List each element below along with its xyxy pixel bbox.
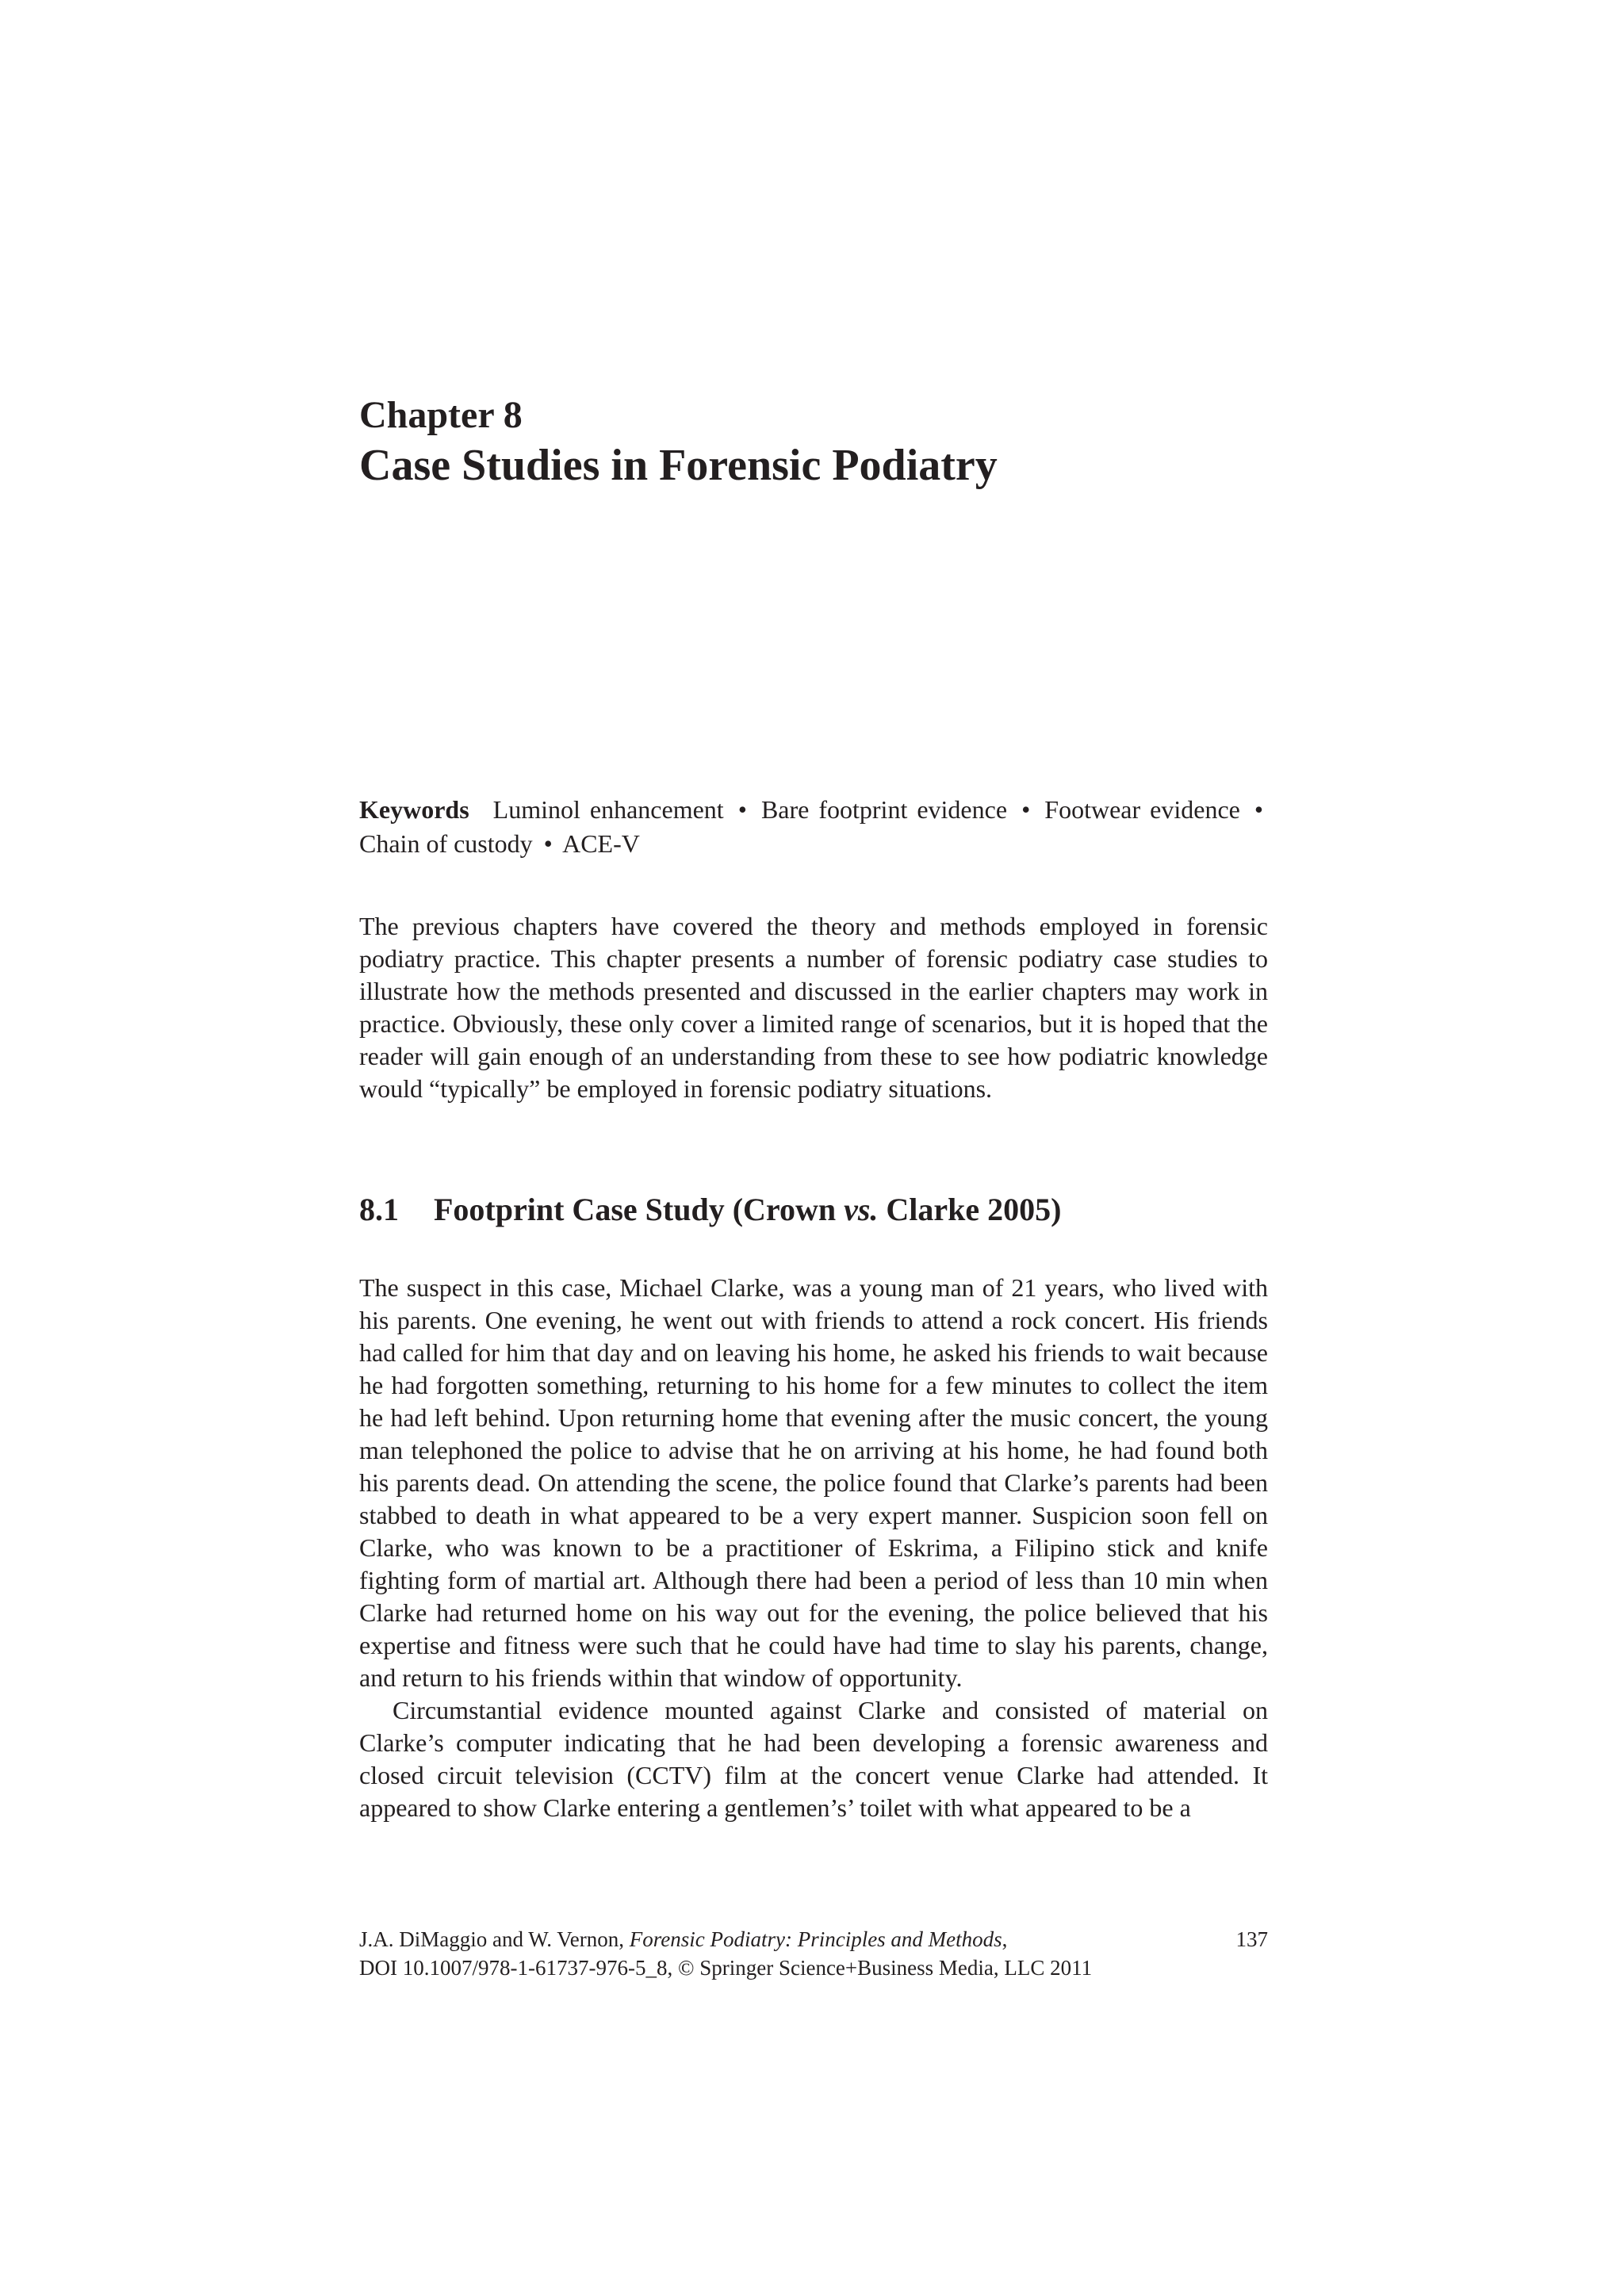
keyword-item: Chain of custody [359, 829, 533, 858]
keyword-item: Bare footprint evidence [760, 795, 1008, 824]
citation-authors: J.A. DiMaggio and W. Vernon, [359, 1927, 630, 1951]
keyword-item: ACE-V [562, 829, 640, 858]
citation-book-title: Forensic Podiatry: Principles and Methods [629, 1927, 1002, 1951]
body-paragraph: Circumstantial evidence mounted against Clarke and consisted of material on Clarke’s computer indicating that he had been developing a forensic awareness and closed circuit television (CCTV) film at the concert venue Clarke had attended. It appeared to show Clarke entering a gentlemen’s’ toilet with what appeared to be a [359, 1696, 1268, 1822]
keyword-separator: • [1254, 795, 1264, 824]
page-number: 137 [1235, 1927, 1268, 1951]
keyword-separator: • [737, 795, 747, 824]
intro-paragraph: The previous chapters have covered the theory and methods employed in forensic podiatry practice. This chapter presents a number of forensic podiatry case studies to illustrate how the methods presented and discussed in the earlier chapters may work in practice. Obviously, these only cover a limited range of scenarios, but it is hoped that the reader will gain enough of an understanding from these to see how podiatric knowledge would “typically” be employed in forensic podiatry situations. [359, 912, 1268, 1103]
section-title-part: Clarke 2005) [878, 1192, 1062, 1227]
body-paragraph: The suspect in this case, Michael Clarke, was a young man of 21 years, who lived with his parents. One evening, he went out with friends to attend a rock concert. His friends had called for him that day and on leaving his home, he asked his friends to wait because he had forgotten something, returning to his home for a few minutes to collect the item he had left behind. Upon returning home that evening after the music concert, the young man telephoned the police to advise that he on arriving at his home, he had found both his parents dead. On attending the scene, the police found that Clarke’s parents had been stabbed to death in what appeared to be a very expert manner. Suspicion soon fell on Clarke, who was known to be a practitioner of Eskrima, a Filipino stick and knife fighting form of martial art. Although there had been a period of less than 10 min when Clarke had returned home on his way out for the evening, the police believed that his expertise and fitness were such that he could have had time to slay his parents, change, and return to his friends within that window of opportunity. [359, 1273, 1268, 1692]
page-footer [359, 1925, 1268, 1982]
citation-punct: , [1002, 1927, 1008, 1951]
chapter-label: Chapter 8 [359, 394, 523, 436]
keyword-item: Footwear evidence [1044, 795, 1240, 824]
section-title-part: Footprint Case Study (Crown [434, 1192, 845, 1227]
section-body [359, 1272, 1268, 1824]
doi-line: DOI 10.1007/978-1-61737-976-5_8, © Springer Science+Business Media, LLC 2011 [359, 1956, 1093, 1980]
keywords-label: Keywords [359, 795, 469, 824]
keywords-block [359, 793, 1268, 861]
section-heading [359, 1191, 1268, 1229]
keyword-separator: • [1021, 795, 1031, 824]
keyword-separator: • [543, 829, 553, 858]
section-number: 8.1 [359, 1192, 399, 1227]
chapter-title: Case Studies in Forensic Podiatry [359, 441, 998, 490]
citation-line [359, 1925, 1268, 1954]
keyword-item: Luminol enhancement [492, 795, 724, 824]
section-title-italic: vs. [844, 1192, 879, 1227]
